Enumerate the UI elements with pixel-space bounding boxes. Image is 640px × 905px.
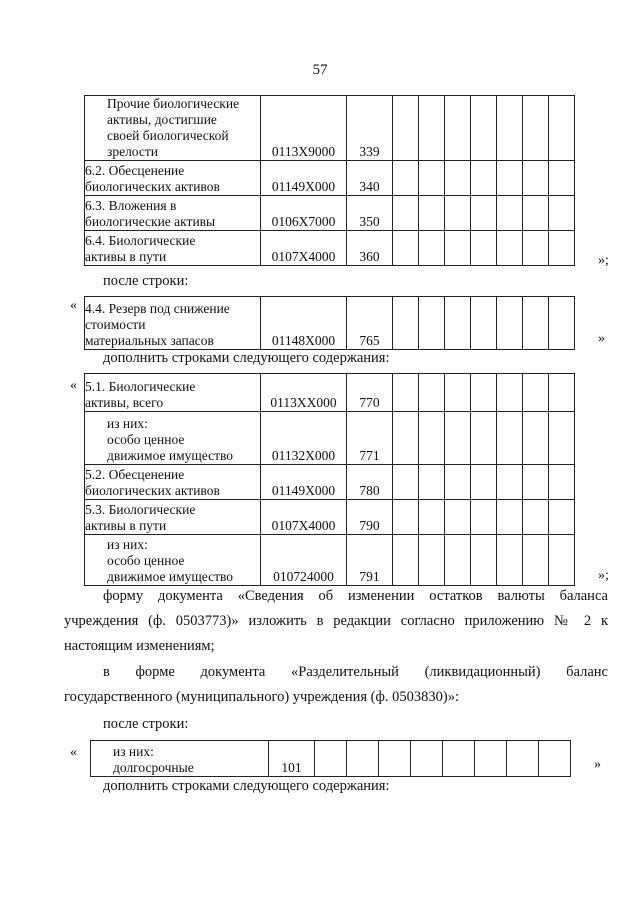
line-code-cell: 780 (347, 465, 393, 500)
empty-value-cell (393, 500, 419, 535)
empty-value-cell (471, 196, 497, 231)
empty-value-cell (379, 741, 411, 777)
empty-value-cell (419, 374, 445, 412)
empty-value-cell (445, 465, 471, 500)
table-row (85, 412, 575, 465)
code-cell: 01149X000 (261, 465, 347, 500)
empty-value-cell (549, 297, 575, 350)
row-name-line: материальных запасов (85, 333, 214, 348)
close-quote: »; (598, 568, 609, 583)
empty-value-cell (523, 196, 549, 231)
open-quote: « (70, 298, 77, 313)
empty-value-cell (497, 465, 523, 500)
empty-value-cell (393, 465, 419, 500)
line-code-cell: 791 (347, 535, 393, 586)
empty-value-cell (445, 196, 471, 231)
row-name-cell (85, 535, 261, 586)
empty-value-cell (471, 297, 497, 350)
row-name-line: из них: (107, 537, 148, 552)
empty-value-cell (523, 161, 549, 196)
table-row (85, 465, 575, 500)
empty-value-cell (549, 374, 575, 412)
line-code-cell: 360 (347, 231, 393, 266)
code-cell: 0113XX000 (261, 374, 347, 412)
add-lines-1: дополнить строками следующего содержания: (103, 350, 390, 366)
row-name-line: биологических активов (85, 483, 220, 498)
empty-value-cell (393, 196, 419, 231)
empty-value-cell (523, 374, 549, 412)
row-name-line: из них: (107, 416, 148, 431)
row-name-line: зрелости (107, 144, 159, 159)
row-name-line: своей биологической (107, 128, 229, 143)
row-name-line: активы в пути (85, 249, 167, 264)
empty-value-cell (393, 412, 419, 465)
table-row (85, 374, 575, 412)
empty-value-cell (549, 196, 575, 231)
empty-value-cell (445, 297, 471, 350)
paragraph-line: учреждения (ф. 0503773)» изложить в редакции согласно приложению № 2 к (64, 613, 608, 629)
close-quote: »; (598, 253, 609, 268)
row-name-line: активы, всего (85, 395, 164, 410)
code-cell: 0107X4000 (261, 500, 347, 535)
empty-value-cell (445, 231, 471, 266)
row-name-line: 6.2. Обесценение (85, 163, 185, 178)
empty-value-cell (445, 161, 471, 196)
empty-value-cell (419, 231, 445, 266)
row-name-cell (85, 96, 261, 161)
code-cell: 0107X4000 (261, 231, 347, 266)
row-name-line: активы в пути (85, 518, 167, 533)
row-name-cell (85, 412, 261, 465)
open-quote: « (70, 745, 77, 760)
table-row (85, 231, 575, 266)
paragraph-line: форму документа «Сведения об изменении остатков валюты баланса (103, 588, 608, 604)
empty-value-cell (347, 741, 379, 777)
empty-value-cell (419, 412, 445, 465)
row-name-line: из них: (113, 744, 154, 759)
empty-value-cell (471, 161, 497, 196)
empty-value-cell (497, 297, 523, 350)
empty-value-cell (445, 412, 471, 465)
empty-value-cell (497, 231, 523, 266)
code-cell: 01148X000 (261, 297, 347, 350)
empty-value-cell (471, 231, 497, 266)
line-code-cell: 770 (347, 374, 393, 412)
table-row (91, 741, 571, 777)
code-cell: 0113X9000 (261, 96, 347, 161)
empty-value-cell (497, 196, 523, 231)
empty-value-cell (315, 741, 347, 777)
after-line-2: после строки: (103, 716, 189, 732)
empty-value-cell (471, 96, 497, 161)
row-name-line: долгосрочные (113, 760, 194, 775)
row-name-line: движимое имущество (107, 569, 234, 584)
empty-value-cell (419, 297, 445, 350)
table-1 (84, 95, 575, 266)
line-code-cell: 340 (347, 161, 393, 196)
empty-value-cell (549, 412, 575, 465)
empty-value-cell (393, 161, 419, 196)
empty-value-cell (419, 465, 445, 500)
row-name-cell (85, 161, 261, 196)
close-quote: » (598, 331, 605, 346)
empty-value-cell (523, 412, 549, 465)
empty-value-cell (471, 412, 497, 465)
empty-value-cell (411, 741, 443, 777)
empty-value-cell (393, 297, 419, 350)
empty-value-cell (419, 96, 445, 161)
page-number: 57 (312, 62, 328, 78)
row-name-line: активы, достигшие (107, 112, 217, 127)
close-quote: » (594, 757, 601, 772)
table-4 (90, 740, 571, 777)
empty-value-cell (497, 412, 523, 465)
row-name-line: 5.1. Биологические (85, 379, 196, 394)
row-name-line: 5.2. Обесценение (85, 467, 185, 482)
code-cell: 01149X000 (261, 161, 347, 196)
add-lines-2: дополнить строками следующего содержания: (103, 778, 390, 794)
empty-value-cell (549, 535, 575, 586)
paragraph-line: настоящим изменениям; (64, 638, 215, 654)
line-code-cell: 339 (347, 96, 393, 161)
table-row (85, 96, 575, 161)
empty-value-cell (549, 96, 575, 161)
empty-value-cell (419, 196, 445, 231)
paragraph-line: в форме документа «Разделительный (ликвидационный) баланс (103, 664, 608, 680)
row-name-line: 5.3. Биологические (85, 502, 196, 517)
empty-value-cell (549, 465, 575, 500)
paragraph-line: государственного (муниципального) учреждения (ф. 0503830)»: (64, 689, 460, 705)
empty-value-cell (419, 535, 445, 586)
open-quote: « (70, 378, 77, 393)
empty-value-cell (445, 374, 471, 412)
line-code-cell: 101 (269, 741, 315, 777)
empty-value-cell (471, 500, 497, 535)
empty-value-cell (523, 231, 549, 266)
empty-value-cell (549, 500, 575, 535)
row-name-line: Прочие биологические (107, 96, 240, 111)
empty-value-cell (549, 231, 575, 266)
row-name-line: особо ценное (107, 553, 185, 568)
empty-value-cell (475, 741, 507, 777)
code-cell: 0106X7000 (261, 196, 347, 231)
row-name-line: биологические активы (85, 214, 216, 229)
after-line-1: после строки: (103, 273, 189, 289)
row-name-cell (85, 374, 261, 412)
line-code-cell: 771 (347, 412, 393, 465)
empty-value-cell (445, 535, 471, 586)
empty-value-cell (523, 96, 549, 161)
line-code-cell: 790 (347, 500, 393, 535)
empty-value-cell (393, 535, 419, 586)
empty-value-cell (497, 535, 523, 586)
empty-value-cell (523, 500, 549, 535)
table-row (85, 500, 575, 535)
empty-value-cell (497, 374, 523, 412)
empty-value-cell (445, 500, 471, 535)
empty-value-cell (471, 535, 497, 586)
row-name-line: движимое имущество (107, 448, 234, 463)
row-name-line: стоимости (85, 317, 146, 332)
row-name-line: 6.4. Биологические (85, 233, 196, 248)
table-row (85, 297, 575, 350)
empty-value-cell (507, 741, 539, 777)
row-name-cell (91, 741, 269, 777)
code-cell: 010724000 (261, 535, 347, 586)
line-code-cell: 765 (347, 297, 393, 350)
line-code-cell: 350 (347, 196, 393, 231)
empty-value-cell (445, 96, 471, 161)
empty-value-cell (471, 465, 497, 500)
empty-value-cell (393, 374, 419, 412)
row-name-cell (85, 500, 261, 535)
row-name-line: биологических активов (85, 179, 220, 194)
empty-value-cell (419, 500, 445, 535)
empty-value-cell (523, 465, 549, 500)
table-row (85, 161, 575, 196)
empty-value-cell (523, 297, 549, 350)
empty-value-cell (393, 231, 419, 266)
empty-value-cell (523, 535, 549, 586)
row-name-line: 4.4. Резерв под снижение (85, 301, 230, 316)
row-name-cell (85, 465, 261, 500)
row-name-line: особо ценное (107, 432, 185, 447)
row-name-cell (85, 297, 261, 350)
empty-value-cell (471, 374, 497, 412)
empty-value-cell (497, 96, 523, 161)
table-3 (84, 373, 575, 586)
empty-value-cell (497, 161, 523, 196)
empty-value-cell (549, 161, 575, 196)
empty-value-cell (443, 741, 475, 777)
row-name-line: 6.3. Вложения в (85, 198, 177, 213)
table-row (85, 535, 575, 586)
empty-value-cell (497, 500, 523, 535)
empty-value-cell (539, 741, 571, 777)
empty-value-cell (393, 96, 419, 161)
empty-value-cell (419, 161, 445, 196)
row-name-cell (85, 196, 261, 231)
table-2 (84, 296, 575, 350)
row-name-cell (85, 231, 261, 266)
table-row (85, 196, 575, 231)
code-cell: 01132X000 (261, 412, 347, 465)
